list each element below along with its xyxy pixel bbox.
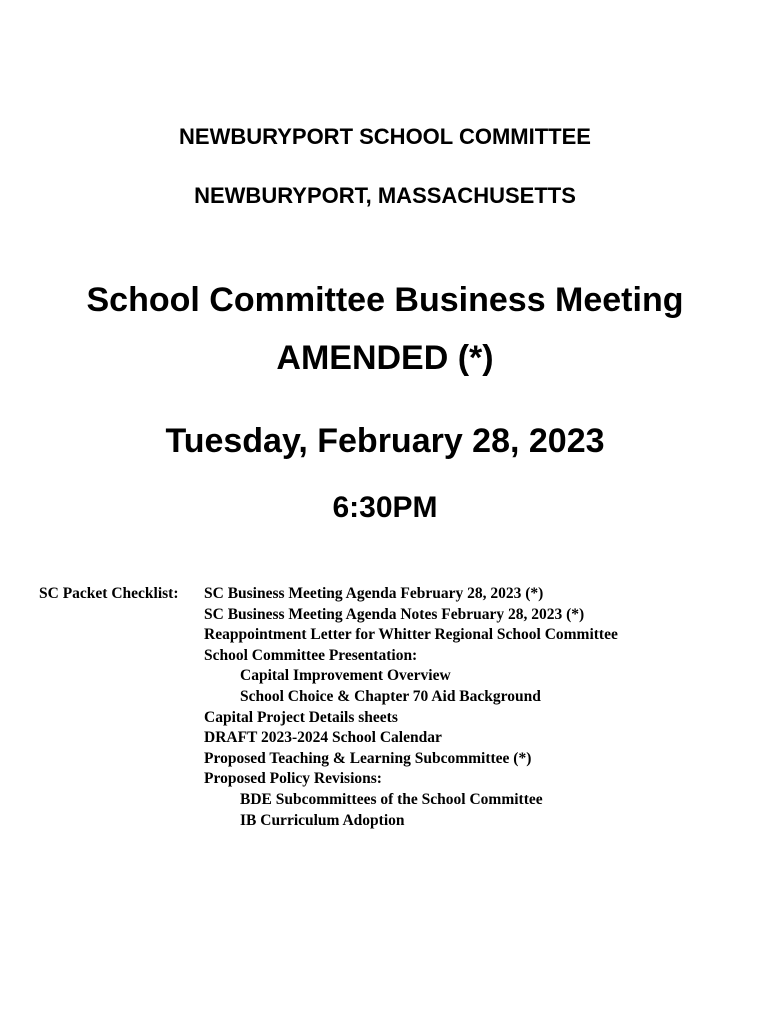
checklist-subitem: BDE Subcommittees of the School Committee xyxy=(240,790,543,808)
checklist-subitem: IB Curriculum Adoption xyxy=(240,811,405,829)
checklist-subitem: School Choice & Chapter 70 Aid Background xyxy=(240,687,541,705)
checklist-subitem: Capital Improvement Overview xyxy=(240,667,451,685)
checklist-item: School Committee Presentation: xyxy=(204,646,418,664)
checklist-item: SC Business Meeting Agenda Notes February 28, 2023 (*) xyxy=(204,605,585,623)
amended-status: AMENDED (*) xyxy=(276,339,494,377)
checklist-item: SC Business Meeting Agenda February 28, 2023 (*) xyxy=(204,585,544,602)
checklist-item: Proposed Policy Revisions: xyxy=(204,770,382,788)
checklist-label: SC Packet Checklist: xyxy=(39,585,179,602)
checklist-item: Capital Project Details sheets xyxy=(204,708,398,726)
checklist-item: DRAFT 2023-2024 School Calendar xyxy=(204,729,442,747)
checklist-item: Reappointment Letter for Whitter Regional School Committee xyxy=(204,626,618,644)
meeting-date: Tuesday, February 28, 2023 xyxy=(165,422,605,460)
organization-location: NEWBURYPORT, MASSACHUSETTS xyxy=(194,183,576,208)
meeting-time: 6:30PM xyxy=(332,491,438,524)
meeting-title: School Committee Business Meeting xyxy=(86,281,684,319)
checklist-item: Proposed Teaching & Learning Subcommittee (*) xyxy=(204,749,532,767)
checklist-items xyxy=(204,584,618,831)
organization-name: NEWBURYPORT SCHOOL COMMITTEE xyxy=(179,124,591,149)
